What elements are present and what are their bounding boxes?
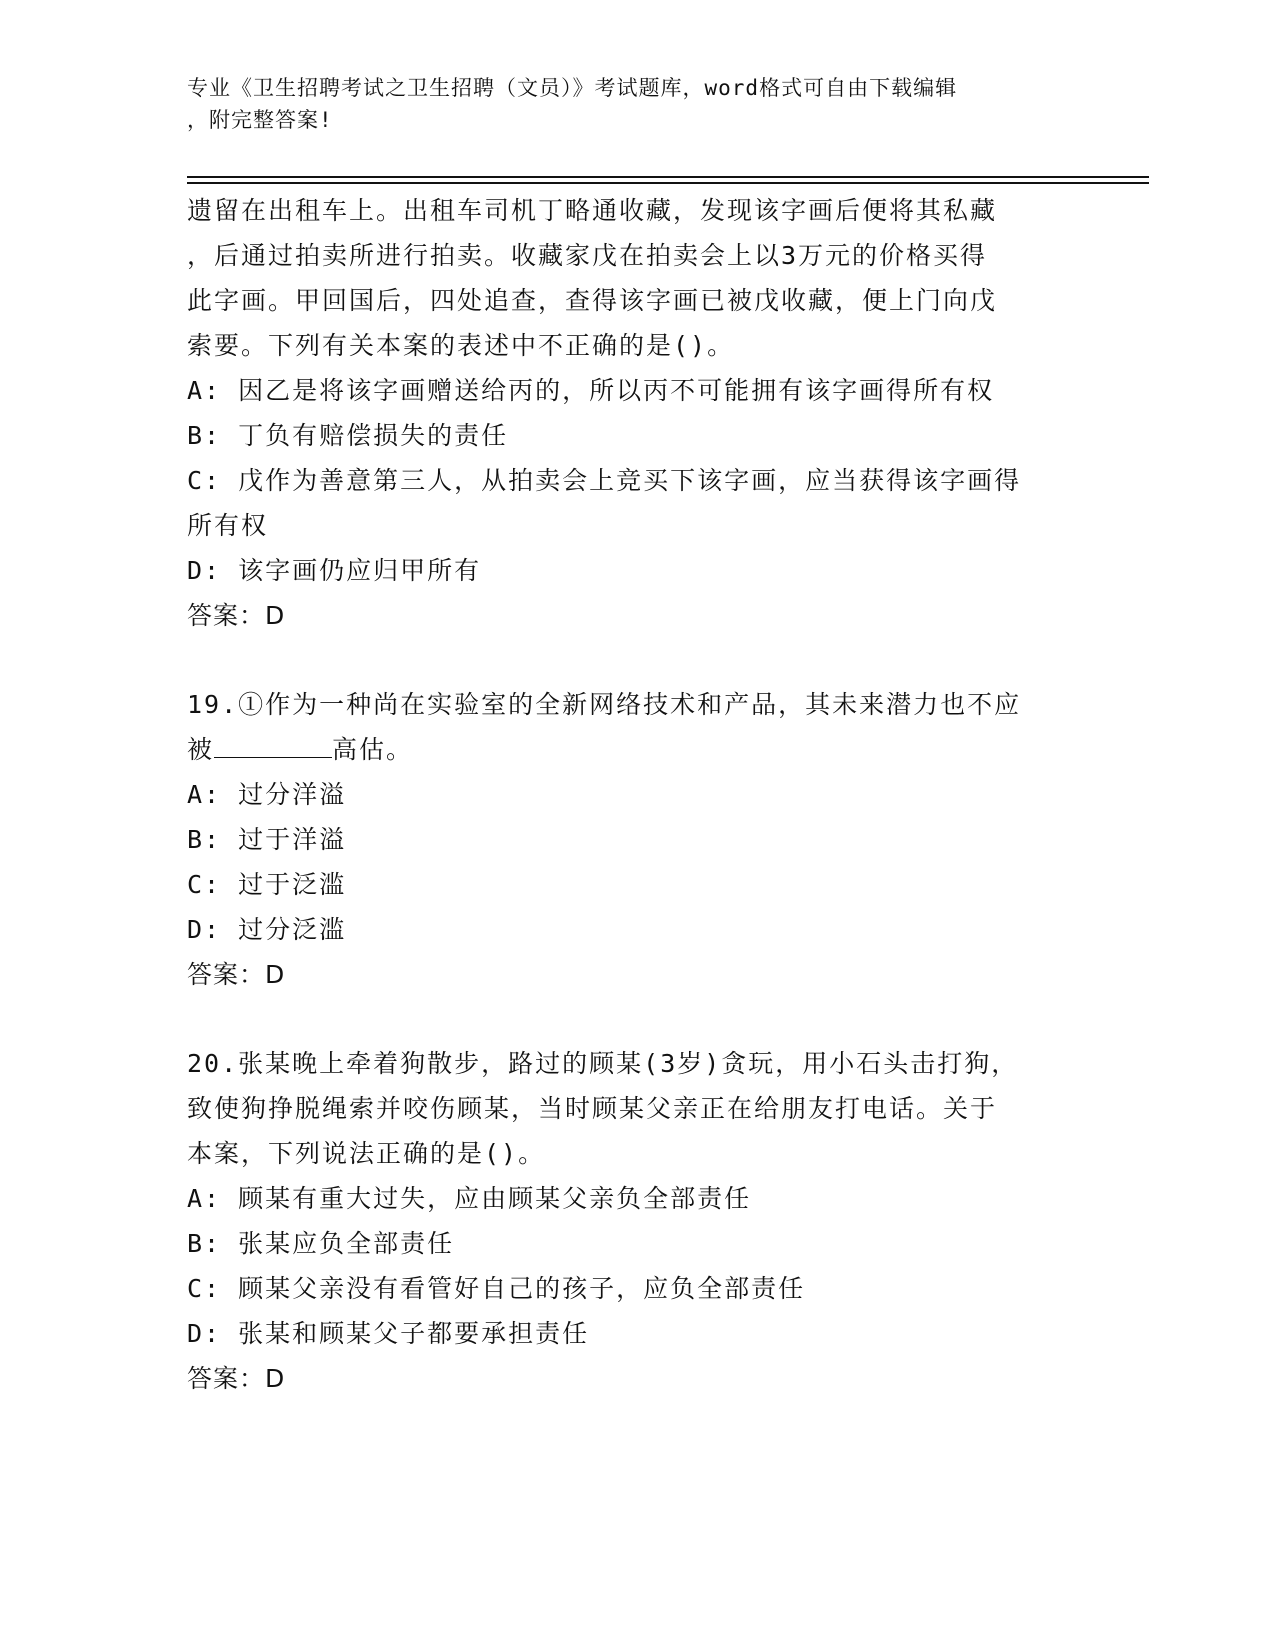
question-20 bbox=[187, 1041, 1087, 1401]
option-b: B: 丁负有赔偿损失的责任 bbox=[187, 421, 509, 450]
header-line-2: ，附完整答案! bbox=[187, 108, 333, 132]
option-c-continued: 所有权 bbox=[187, 511, 269, 540]
page-content bbox=[187, 188, 1087, 1401]
option-a: A: 过分洋溢 bbox=[187, 780, 347, 809]
question-text-line: 致使狗挣脱绳索并咬伤顾某，当时顾某父亲正在给朋友打电话。关于 bbox=[187, 1094, 998, 1123]
option-d: D: 过分泛滥 bbox=[187, 915, 347, 944]
option-a: A: 因乙是将该字画赠送给丙的，所以丙不可能拥有该字画得所有权 bbox=[187, 376, 995, 405]
header-line-1: 专业《卫生招聘考试之卫生招聘（文员）》考试题库，word格式可自由下载编辑 bbox=[187, 76, 958, 100]
option-d: D: 该字画仍应归甲所有 bbox=[187, 556, 482, 585]
question-text-pre-blank: 被 bbox=[187, 735, 215, 764]
option-d: D: 张某和顾某父子都要承担责任 bbox=[187, 1319, 590, 1348]
header-rule-bottom bbox=[187, 182, 1149, 184]
option-c: C: 顾某父亲没有看管好自己的孩子，应负全部责任 bbox=[187, 1274, 806, 1303]
option-a: A: 顾某有重大过失，应由顾某父亲负全部责任 bbox=[187, 1184, 752, 1213]
answer: 答案：D bbox=[187, 960, 286, 989]
question-text-line bbox=[187, 727, 1087, 772]
header-rule-top bbox=[187, 176, 1149, 178]
option-c: C: 戊作为善意第三人，从拍卖会上竞买下该字画，应当获得该字画得 bbox=[187, 466, 1022, 495]
answer: 答案：D bbox=[187, 601, 286, 630]
question-text-line: 索要。下列有关本案的表述中不正确的是()。 bbox=[187, 331, 735, 360]
question-18-continued bbox=[187, 188, 1087, 638]
page-header bbox=[187, 72, 1067, 136]
option-c: C: 过于泛滥 bbox=[187, 870, 347, 899]
option-b: B: 过于洋溢 bbox=[187, 825, 347, 854]
answer: 答案：D bbox=[187, 1364, 286, 1393]
question-text-line: 此字画。甲回国后，四处追查，查得该字画已被戊收藏，便上门向戊 bbox=[187, 286, 998, 315]
question-text-line: ，后通过拍卖所进行拍卖。收藏家戊在拍卖会上以3万元的价格买得 bbox=[187, 241, 988, 270]
question-text-post-blank: 高估。 bbox=[332, 735, 414, 764]
question-text-line: 19.①作为一种尚在实验室的全新网络技术和产品，其未来潜力也不应 bbox=[187, 690, 1022, 719]
question-text-line: 本案，下列说法正确的是()。 bbox=[187, 1139, 546, 1168]
question-text-line: 遗留在出租车上。出租车司机丁略通收藏，发现该字画后便将其私藏 bbox=[187, 196, 998, 225]
option-b: B: 张某应负全部责任 bbox=[187, 1229, 455, 1258]
question-text-line: 20.张某晚上牵着狗散步，路过的顾某(3岁)贪玩，用小石头击打狗， bbox=[187, 1049, 1019, 1078]
fill-in-blank bbox=[214, 735, 332, 758]
question-19 bbox=[187, 682, 1087, 997]
